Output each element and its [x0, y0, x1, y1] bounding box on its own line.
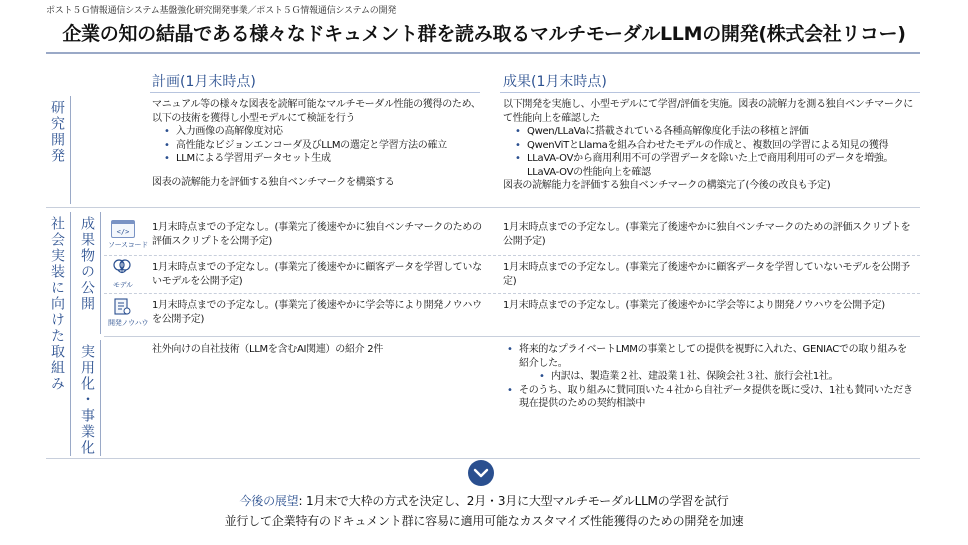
practical-result-sublist — [503, 370, 913, 384]
model-result: 1月末時点までの予定なし。(事業完了後速やかに顧客データを学習していないモデルを公開予定) — [503, 262, 910, 287]
outlook-line-1 — [0, 492, 968, 509]
practical-result-list — [503, 343, 913, 370]
breadcrumb: ポスト５Ｇ情報通信システム基盤強化研究開発事業／ポスト５Ｇ情報通信システムの開発 — [46, 6, 397, 16]
outlook-line-2: 並行して企業特有のドキュメント群に容易に適用可能なカスタマイズ性能獲得のための開発を加速 — [224, 514, 744, 528]
result-column-header: 成果(1月末時点) — [503, 74, 607, 90]
list-item: • Qwen/LLaVaに搭載されている各種高解像度化手法の移植と評価 — [527, 125, 918, 139]
title-divider — [46, 52, 920, 54]
brain-model-icon — [112, 257, 132, 281]
deliverables-row-rule — [100, 212, 101, 334]
row-divider-deliverables — [104, 336, 920, 337]
knowhow-plan: 1月末時点までの予定なし。(事業完了後速やかに学会等により開発ノウハウを公開予定) — [152, 300, 482, 325]
row-label-practical: 実用化・事業化 — [79, 344, 95, 456]
source-code-result: 1月末時点までの予定なし。(事業完了後速やかに独自ベンチマークのための評価スクリプトを公開予定) — [503, 222, 911, 247]
research-result-list — [503, 125, 918, 179]
research-plan — [152, 98, 482, 189]
chevron-down-icon — [468, 460, 494, 486]
research-plan-intro: マニュアル等の様々な図表を読解可能なマルチモーダル性能の獲得のため、以下の技術を獲得し小型モデルにて検証を行う — [152, 99, 481, 124]
list-item: • そのうち、取り組みに賛同頂いた４社から自社データ提供を既に受け、1社も賛同いただき現在提供のための契約相談中 — [519, 384, 913, 411]
research-result-benchmark: 図表の読解能力を評価する独自ベンチマークの構築完了(今後の改良も予定) — [503, 180, 831, 191]
list-item: • 内訳は、製造業２社、建設業１社、保険会社３社、旅行会社1社。 — [551, 370, 913, 384]
row-divider-research — [46, 207, 920, 208]
knowhow-result: 1月末時点までの予定なし。(事業完了後速やかに学会等により開発ノウハウを公開予定) — [503, 300, 885, 311]
row-divider-bottom — [46, 458, 920, 459]
outlook-text-1: : 1月末で大枠の方式を決定し、2月・3月に大型マルチモーダルLLMの学習を試行 — [298, 494, 729, 508]
research-result — [503, 98, 918, 193]
research-plan-list — [152, 125, 482, 166]
knowhow-label: 開発ノウハウ — [108, 319, 149, 327]
list-item: • 高性能なビジョンエンコーダ及びLLMの選定と学習方法の確立 — [176, 139, 482, 153]
research-result-intro: 以下開発を実施し、小型モデルにて学習/評価を実施。図表の読解力を測る独自ベンチマークにて性能向上を確認した — [503, 99, 913, 124]
model-label: モデル — [113, 281, 133, 289]
page-title: 企業の知の結晶である様々なドキュメント群を読み取るマルチモーダルLLMの開発(株式会社リコー) — [62, 23, 906, 45]
row-label-social: 社会実装に向けた取組み — [49, 216, 65, 392]
list-item: • QwenViTとLlamaを組み合わせたモデルの作成と、複数回の学習による知見の獲得 — [527, 139, 918, 153]
practical-result — [503, 343, 913, 411]
plan-column-header: 計画(1月末時点) — [152, 74, 256, 90]
research-plan-benchmark: 図表の読解能力を評価する独自ベンチマークを構築する — [152, 176, 395, 188]
row-label-deliverables: 成果物の公開 — [79, 216, 95, 312]
svg-text:</>: </> — [116, 228, 130, 236]
source-code-plan: 1月末時点までの予定なし。(事業完了後速やかに独自ベンチマークのための評価スクリプトを公開予定) — [152, 222, 482, 247]
list-item: • LLMによる学習用データセット生成 — [176, 152, 482, 166]
practical-plan: 社外向けの自社技術（LLMを含むAI関連）の紹介 2件 — [152, 344, 384, 355]
row-label-research: 研究開発 — [49, 100, 65, 164]
list-item: • 入力画像の高解像度対応 — [176, 125, 482, 139]
plan-header-underline — [150, 92, 480, 93]
source-code-icon — [111, 220, 135, 238]
outlook-label: 今後の展望 — [239, 494, 299, 508]
result-header-underline — [500, 92, 920, 93]
list-item: • LLaVA-OVから商用利用不可の学習データを除いた上で商用利用可のデータを増強。LLaVA-OVの性能向上を確認 — [527, 152, 918, 179]
list-item: • 将来的なプライベートLMMの事業としての提供を視野に入れた、GENIACでの取り組みを紹介した。 — [519, 343, 913, 370]
practical-result-list-2 — [503, 384, 913, 411]
knowhow-document-icon — [112, 298, 132, 320]
source-code-label: ソースコード — [108, 241, 148, 249]
practical-row-rule — [100, 340, 101, 456]
row-divider-source — [104, 255, 920, 256]
row-divider-model — [104, 293, 920, 294]
social-row-rule — [70, 212, 71, 456]
research-row-rule — [70, 96, 71, 204]
model-plan: 1月末時点までの予定なし。(事業完了後速やかに顧客データを学習していないモデルを公開予定) — [152, 262, 482, 287]
